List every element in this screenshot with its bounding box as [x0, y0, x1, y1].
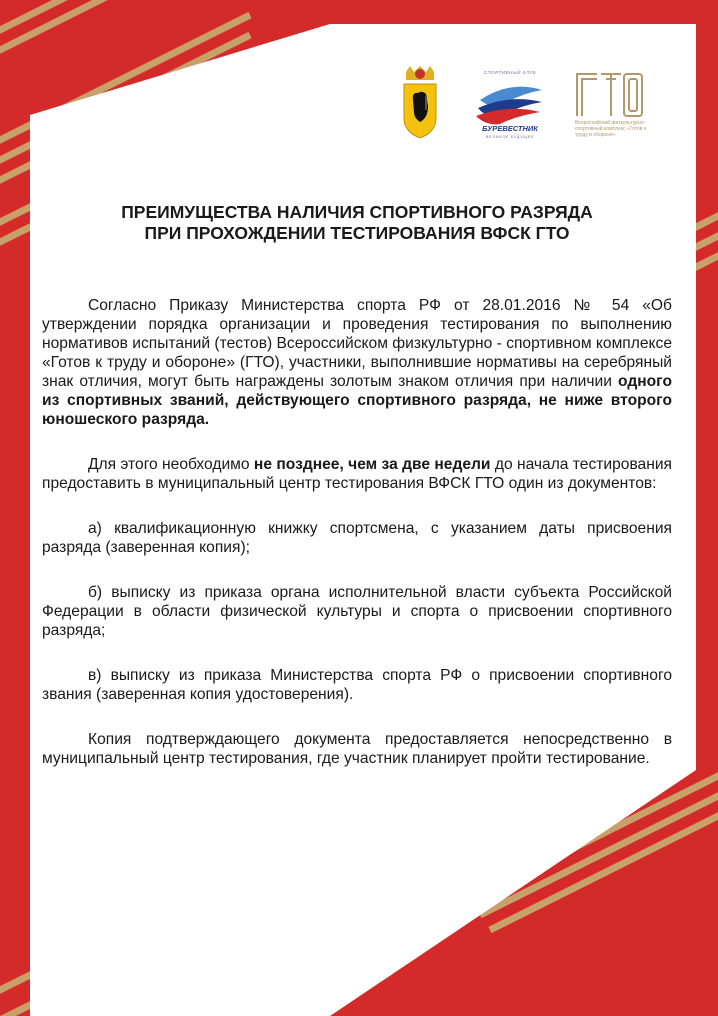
title-line-1: ПРЕИМУЩЕСТВА НАЛИЧИЯ СПОРТИВНОГО РАЗРЯДА [121, 202, 593, 222]
burevestnik-subtitle: ВЕЛИКОЕ БУДУЩЕЕ [485, 134, 535, 139]
list-item-b: б) выписку из приказа органа исполнительной власти субъекта Российской Федерации в области физической культуры и спорта о присвоении спортивного разряда; [42, 584, 672, 639]
gto-caption: Всероссийский физкультурно-спортивный комплекс «Готов к труду и обороне» [575, 120, 647, 138]
logo-row [400, 66, 680, 146]
list-item-c: в) выписку из приказа Министерства спорта РФ о присвоении спортивного звания (заверенная копия удостоверения). [42, 667, 672, 703]
paragraph-2-bold: не позднее, чем за две недели [253, 456, 491, 473]
gto-mark-icon [575, 70, 645, 118]
burevestnik-text [470, 70, 550, 140]
paragraph-order-reference [42, 296, 672, 429]
document-title [42, 202, 672, 244]
burevestnik-name: БУРЕВЕСТНИК [482, 124, 538, 133]
list-item-a: а) квалификационную книжку спортсмена, с указанием даты присвоения разряда (заверенная копия); [42, 520, 672, 556]
paragraph-1-bold: одного из спортивных званий, действующего спортивного разряда, не ниже второго юношеского разряда. [42, 373, 672, 428]
paragraph-deadline [42, 455, 672, 493]
gto-logo [575, 70, 680, 146]
document-content [42, 202, 672, 794]
title-line-2: ПРИ ПРОХОЖДЕНИИ ТЕСТИРОВАНИЯ ВФСК ГТО [144, 223, 570, 243]
burevestnik-top-text: СПОРТИВНЫЙ КЛУБ [483, 70, 537, 75]
paragraph-2-before: Для этого необходимо [88, 456, 254, 473]
paragraph-2-after: до начала тестирования предоставить в муниципальный центр тестирования ВФСК ГТО один из документов: [42, 456, 672, 492]
paragraph-1-text: Согласно Приказу Министерства спорта РФ от 28.01.2016 № 54 «Об утверждении порядка организации и проведения тестирования по выполнению нормативов испытаний (тестов) Всероссийском физкультурно - спортивном комплексе «Готов к труду и обороне» (ГТО), участники, выполнившие нормативы на серебряный знак отличия, могут быть награждены золотым знаком отличия при наличии [42, 297, 672, 390]
paragraph-final: Копия подтверждающего документа предоставляется непосредственно в муниципальный центр тестирования, где участник планирует пройти тестирование. [42, 731, 672, 767]
yaroslavl-coat-of-arms-icon [400, 66, 440, 138]
